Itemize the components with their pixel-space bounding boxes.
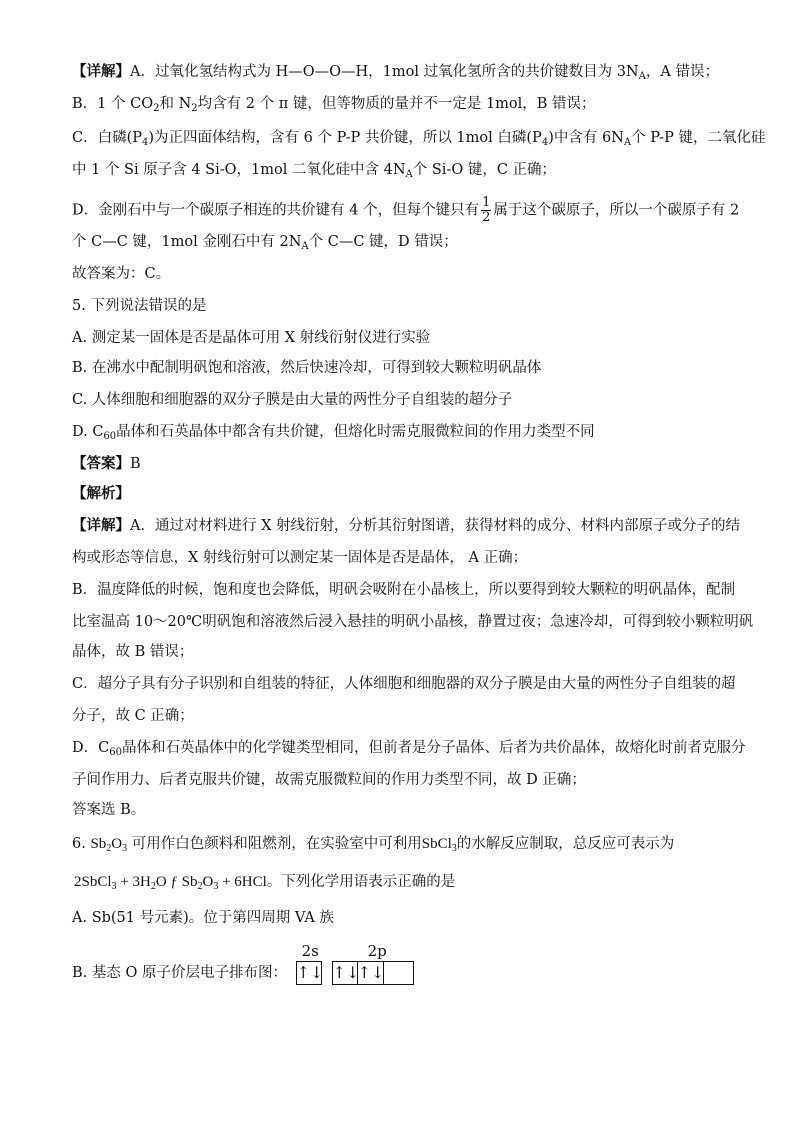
- q5-detail-c-line1: C．超分子具有分子识别和自组装的特征，人体细胞和细胞器的双分子膜是由大量的两性分子自组装的超: [72, 676, 736, 692]
- q6-option-a: A. Sb(51 号元素)。位于第四周期 VA 族: [72, 910, 334, 926]
- subscript: A: [405, 169, 413, 180]
- q5-option-c: C. 人体细胞和细胞器的双分子膜是由大量的两性分子自组装的超分子: [72, 392, 513, 408]
- subscript: 2: [153, 103, 160, 114]
- q5-option-d: [72, 422, 595, 447]
- q5-detail-b-line3: 晶体，故 B 错误；: [72, 644, 194, 660]
- text: B．1 个 CO: [72, 96, 154, 112]
- text: 均含有 2 个 π 键，但等物质的量并不一定是 1mol，B 错误；: [197, 96, 596, 112]
- subscript: A: [301, 241, 309, 252]
- subscript: 2: [197, 881, 203, 892]
- text: O: [202, 874, 214, 890]
- q5-option-b: B. 在沸水中配制明矾饱和溶液，然后快速冷却，可得到较大颗粒明矾晶体: [72, 360, 542, 376]
- text: 个 Si-O 键，C 正确；: [412, 162, 557, 178]
- text: B. 基态 O 原子价层电子排布图：: [72, 965, 287, 981]
- q5-detail-a-line2: 构或形态等信息，X 射线衍射可以测定某一固体是否是晶体， A 正确；: [72, 550, 528, 566]
- orbital-box: ↑↓: [296, 961, 322, 985]
- text: Sb: [90, 836, 107, 852]
- text: 和 N: [159, 96, 192, 112]
- text: 2SbCl: [74, 874, 112, 890]
- orbital-box: [384, 961, 414, 985]
- text: + 3H: [116, 874, 151, 890]
- q6-stem-line2: [74, 872, 455, 897]
- q4-detail-a: [72, 62, 719, 87]
- orbital-label-2s: 2s: [301, 942, 319, 960]
- text: 个 P-P 键，二氧化硅: [631, 130, 766, 146]
- text: A．通过对材料进行 X 射线衍射，分析其衍射图谱，获得材料的成分、材料内部原子或分子的结: [130, 518, 741, 534]
- formula-sbcl3: [422, 836, 457, 852]
- subscript: 2: [191, 103, 198, 114]
- fraction-denominator: 2: [482, 210, 491, 225]
- q5-detail-b-line2: 比室温高 10～20℃明矾饱和溶液然后浸入悬挂的明矾小晶核，静置过夜；急速冷却，可得到较小颗粒明矾: [72, 614, 754, 630]
- orbital-label-2p: 2p: [367, 942, 387, 960]
- text: 可用作白色颜料和阻燃剂，在实验室中可利用: [131, 836, 422, 852]
- q5-detail-c-line2: 分子，故 C 正确；: [72, 708, 194, 724]
- text: 个 C—C 键，1mol 金刚石中有 2N: [72, 234, 302, 250]
- text: + 6HCl: [218, 874, 267, 890]
- q5-detail-d-line2: 子间作用力、后者克服共价键，故需克服微粒间的作用力类型不同，故 D 正确；: [72, 772, 586, 788]
- text: 晶体和石英晶体中的化学键类型相同，但前者是分子晶体、后者为共价晶体，故熔化时前者克服分: [121, 740, 746, 756]
- fraction: [481, 196, 491, 225]
- q6-stem-line1: [72, 834, 674, 859]
- orbital-box: ↑↓: [358, 961, 384, 985]
- text: SbCl: [421, 836, 452, 852]
- q5-option-a: A. 测定某一固体是否是晶体可用 X 射线衍射仪进行实验: [72, 330, 431, 346]
- answer-value: B: [130, 456, 141, 472]
- text: A．过氧化氢结构式为 H—O—O—H，1mol 过氧化氢所含的共价键数目为 3N: [130, 64, 639, 80]
- formula-sb2o3: [90, 836, 127, 852]
- subscript: 60: [103, 431, 117, 442]
- subscript: 4: [142, 137, 149, 148]
- q5-stem: 5. 下列说法错误的是: [72, 298, 207, 314]
- subscript: 2: [106, 843, 112, 854]
- fraction-numerator: 1: [482, 195, 491, 210]
- text: D．C: [72, 740, 110, 756]
- text: 的水解反应制取，总反应可表示为: [456, 836, 675, 852]
- orbital-box: ↑↓: [332, 961, 358, 985]
- q4-detail-c-line2: [72, 160, 556, 185]
- subscript: 3: [111, 881, 117, 892]
- detail-label: 【详解】: [72, 63, 130, 80]
- text: O ƒ Sb: [155, 874, 198, 890]
- detail-label: 【详解】: [72, 517, 130, 534]
- subscript: 3: [122, 843, 128, 854]
- subscript: 2: [150, 881, 156, 892]
- text: 属于这个碳原子，所以一个碳原子有 2: [493, 202, 740, 219]
- q5-detail-d-line1: [72, 738, 745, 763]
- q4-detail-d-line1: [72, 196, 739, 225]
- q4-detail-b: [72, 94, 596, 119]
- subscript: 60: [109, 747, 122, 758]
- q5-detail-b-line1: B．温度降低的时候，饱和度也会降低，明矾会吸附在小晶核上，所以要得到较大颗粒的明矾晶体，配制: [72, 582, 736, 598]
- q6-option-b: [72, 942, 414, 986]
- text: )为正四面体结构，含有 6 个 P-P 共价键，所以 1mol 白磷(P: [148, 130, 542, 146]
- q5-answer: [72, 454, 141, 474]
- q5-analysis-label: 【解析】: [72, 485, 130, 502]
- subscript: A: [638, 71, 646, 82]
- text: 中 1 个 Si 原子含 4 Si-O，1mol 二氧化硅中含 4N: [72, 162, 406, 178]
- text: D. C: [72, 424, 104, 440]
- reaction-equation: [74, 874, 267, 890]
- q4-detail-c-line1: [72, 128, 765, 153]
- orbital-diagram: [296, 942, 414, 986]
- text: )中含有 6N: [548, 130, 624, 146]
- text: 晶体和石英晶体中都含有共价键，但熔化时需克服微粒间的作用力类型不同: [116, 424, 595, 440]
- text: 个 C—C 键，D 错误；: [308, 234, 458, 250]
- subscript: 4: [541, 137, 549, 148]
- q5-final-answer: 答案选 B。: [72, 802, 146, 818]
- subscript: 3: [451, 843, 457, 854]
- text: C．白磷(P: [72, 130, 143, 146]
- q5-detail-a-line1: [72, 516, 740, 536]
- subscript: 3: [213, 881, 219, 892]
- answer-label: 【答案】: [72, 455, 130, 472]
- text: 。下列化学用语表示正确的是: [266, 874, 456, 890]
- q4-answer-line: 故答案为：C。: [72, 266, 171, 282]
- text: O: [111, 836, 123, 852]
- text: ，A 错误；: [645, 64, 719, 80]
- text: D．金刚石中与一个碳原子相连的共价键有 4 个，但每个键只有: [72, 202, 480, 219]
- question-number: 6.: [72, 836, 86, 852]
- subscript: A: [623, 137, 632, 148]
- q4-detail-d-line2: [72, 232, 458, 257]
